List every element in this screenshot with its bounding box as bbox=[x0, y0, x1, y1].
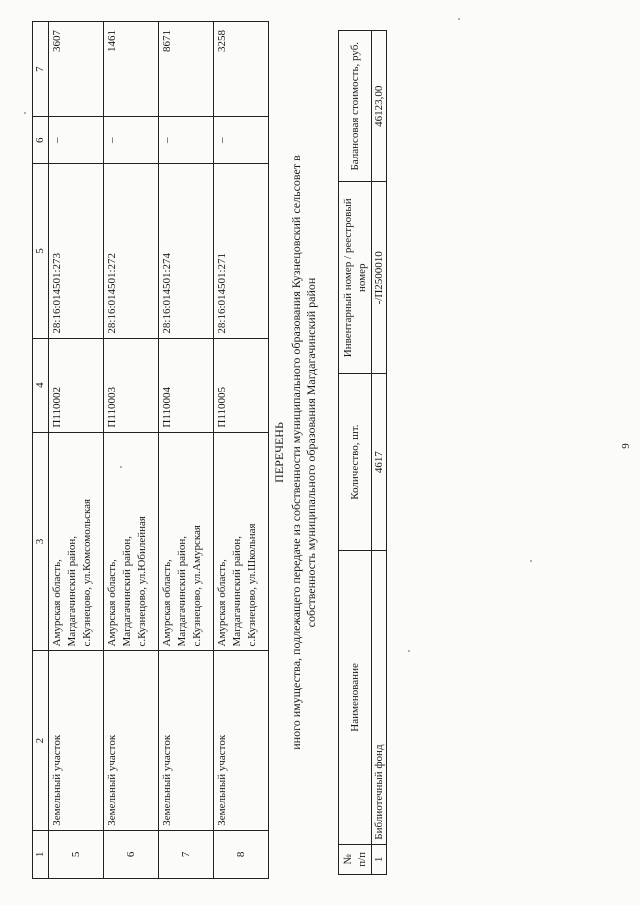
object-address bbox=[104, 432, 159, 651]
table-row bbox=[49, 22, 104, 879]
cost-value: 46123,00 bbox=[372, 31, 387, 182]
inventory-number: П110002 bbox=[49, 338, 104, 432]
object-address bbox=[49, 432, 104, 651]
title-line-1: иного имущества, подлежащего передаче из собственности муниципального образования Кузнецовский сельсовет в bbox=[289, 155, 303, 750]
land-table-header-row bbox=[33, 22, 49, 879]
col6-value: – bbox=[214, 117, 269, 164]
row-number: 5 bbox=[49, 830, 104, 878]
address-line: Магдагачинский район, bbox=[231, 535, 243, 647]
object-name: Земельный участок bbox=[104, 651, 159, 830]
cadastral-number: 28:16:014501:273 bbox=[49, 164, 104, 338]
area-value: 3258 bbox=[214, 22, 269, 117]
row-number: 7 bbox=[159, 830, 214, 878]
area-value: 1461 bbox=[104, 22, 159, 117]
scan-speck bbox=[458, 18, 460, 20]
other-table-header-row bbox=[339, 31, 372, 875]
address-line: с.Кузнецово, ул.Амурская bbox=[191, 525, 203, 647]
address-line: Магдагачинский район, bbox=[66, 535, 78, 647]
row-number: 6 bbox=[104, 830, 159, 878]
row-number: 8 bbox=[214, 830, 269, 878]
header-inventory: Инвентарный номер / реестровый номер bbox=[339, 182, 372, 374]
col6-value: – bbox=[104, 117, 159, 164]
inventory-number: П110003 bbox=[104, 338, 159, 432]
object-name: Земельный участок bbox=[49, 651, 104, 830]
document-heading: ПЕРЕЧЕНЬ bbox=[272, 422, 286, 483]
address-line: Амурская область, bbox=[51, 559, 63, 647]
address-line: Амурская область, bbox=[161, 559, 173, 647]
cadastral-number: 28:16:014501:272 bbox=[104, 164, 159, 338]
header-col-5: 5 bbox=[33, 164, 49, 338]
col6-value: – bbox=[159, 117, 214, 164]
other-property-table bbox=[338, 30, 387, 875]
header-cost: Балансовая стоимость, руб. bbox=[339, 31, 372, 182]
header-col-7: 7 bbox=[33, 22, 49, 117]
address-line: с.Кузнецово, ул.Юбилейная bbox=[136, 516, 148, 647]
header-col-3: 3 bbox=[33, 432, 49, 651]
inventory-number: -/П2500010 bbox=[372, 182, 387, 374]
header-col-2: 2 bbox=[33, 651, 49, 830]
col6-value: – bbox=[49, 117, 104, 164]
object-name: Земельный участок bbox=[159, 651, 214, 830]
object-address bbox=[214, 432, 269, 651]
title-line-2: собственность муниципального образования Магдагачинский район bbox=[304, 277, 318, 628]
scan-speck bbox=[24, 112, 26, 114]
area-value: 3607 bbox=[49, 22, 104, 117]
header-number: № п/п bbox=[339, 844, 372, 874]
quantity-value: 4617 bbox=[372, 374, 387, 551]
header-quantity: Количество, шт. bbox=[339, 374, 372, 551]
address-line: Амурская область, bbox=[216, 559, 228, 647]
scan-speck bbox=[120, 466, 122, 468]
cadastral-number: 28:16:014501:271 bbox=[214, 164, 269, 338]
header-col-1: 1 bbox=[33, 830, 49, 878]
address-line: Магдагачинский район, bbox=[176, 535, 188, 647]
inventory-number: П110004 bbox=[159, 338, 214, 432]
table-row bbox=[372, 31, 387, 875]
address-line: Магдагачинский район, bbox=[121, 535, 133, 647]
row-number: 1 bbox=[372, 844, 387, 874]
table-row bbox=[104, 22, 159, 879]
header-col-4: 4 bbox=[33, 338, 49, 432]
object-name: Библиотечный фонд bbox=[372, 551, 387, 845]
table-row bbox=[159, 22, 214, 879]
land-plots-table bbox=[32, 21, 269, 879]
address-line: с.Кузнецово, ул.Комсомольская bbox=[81, 498, 93, 647]
page-number: 9 bbox=[619, 443, 632, 449]
address-line: Амурская область, bbox=[106, 559, 118, 647]
scan-speck bbox=[408, 650, 410, 652]
header-col-6: 6 bbox=[33, 117, 49, 164]
object-address bbox=[159, 432, 214, 651]
cadastral-number: 28:16:014501:274 bbox=[159, 164, 214, 338]
scan-speck bbox=[530, 560, 532, 562]
area-value: 8671 bbox=[159, 22, 214, 117]
table-row bbox=[214, 22, 269, 879]
object-name: Земельный участок bbox=[214, 651, 269, 830]
address-line: с.Кузнецово, ул.Школьная bbox=[246, 523, 258, 647]
header-name: Наименование bbox=[339, 551, 372, 845]
property-list-title bbox=[272, 30, 319, 875]
inventory-number: П110005 bbox=[214, 338, 269, 432]
